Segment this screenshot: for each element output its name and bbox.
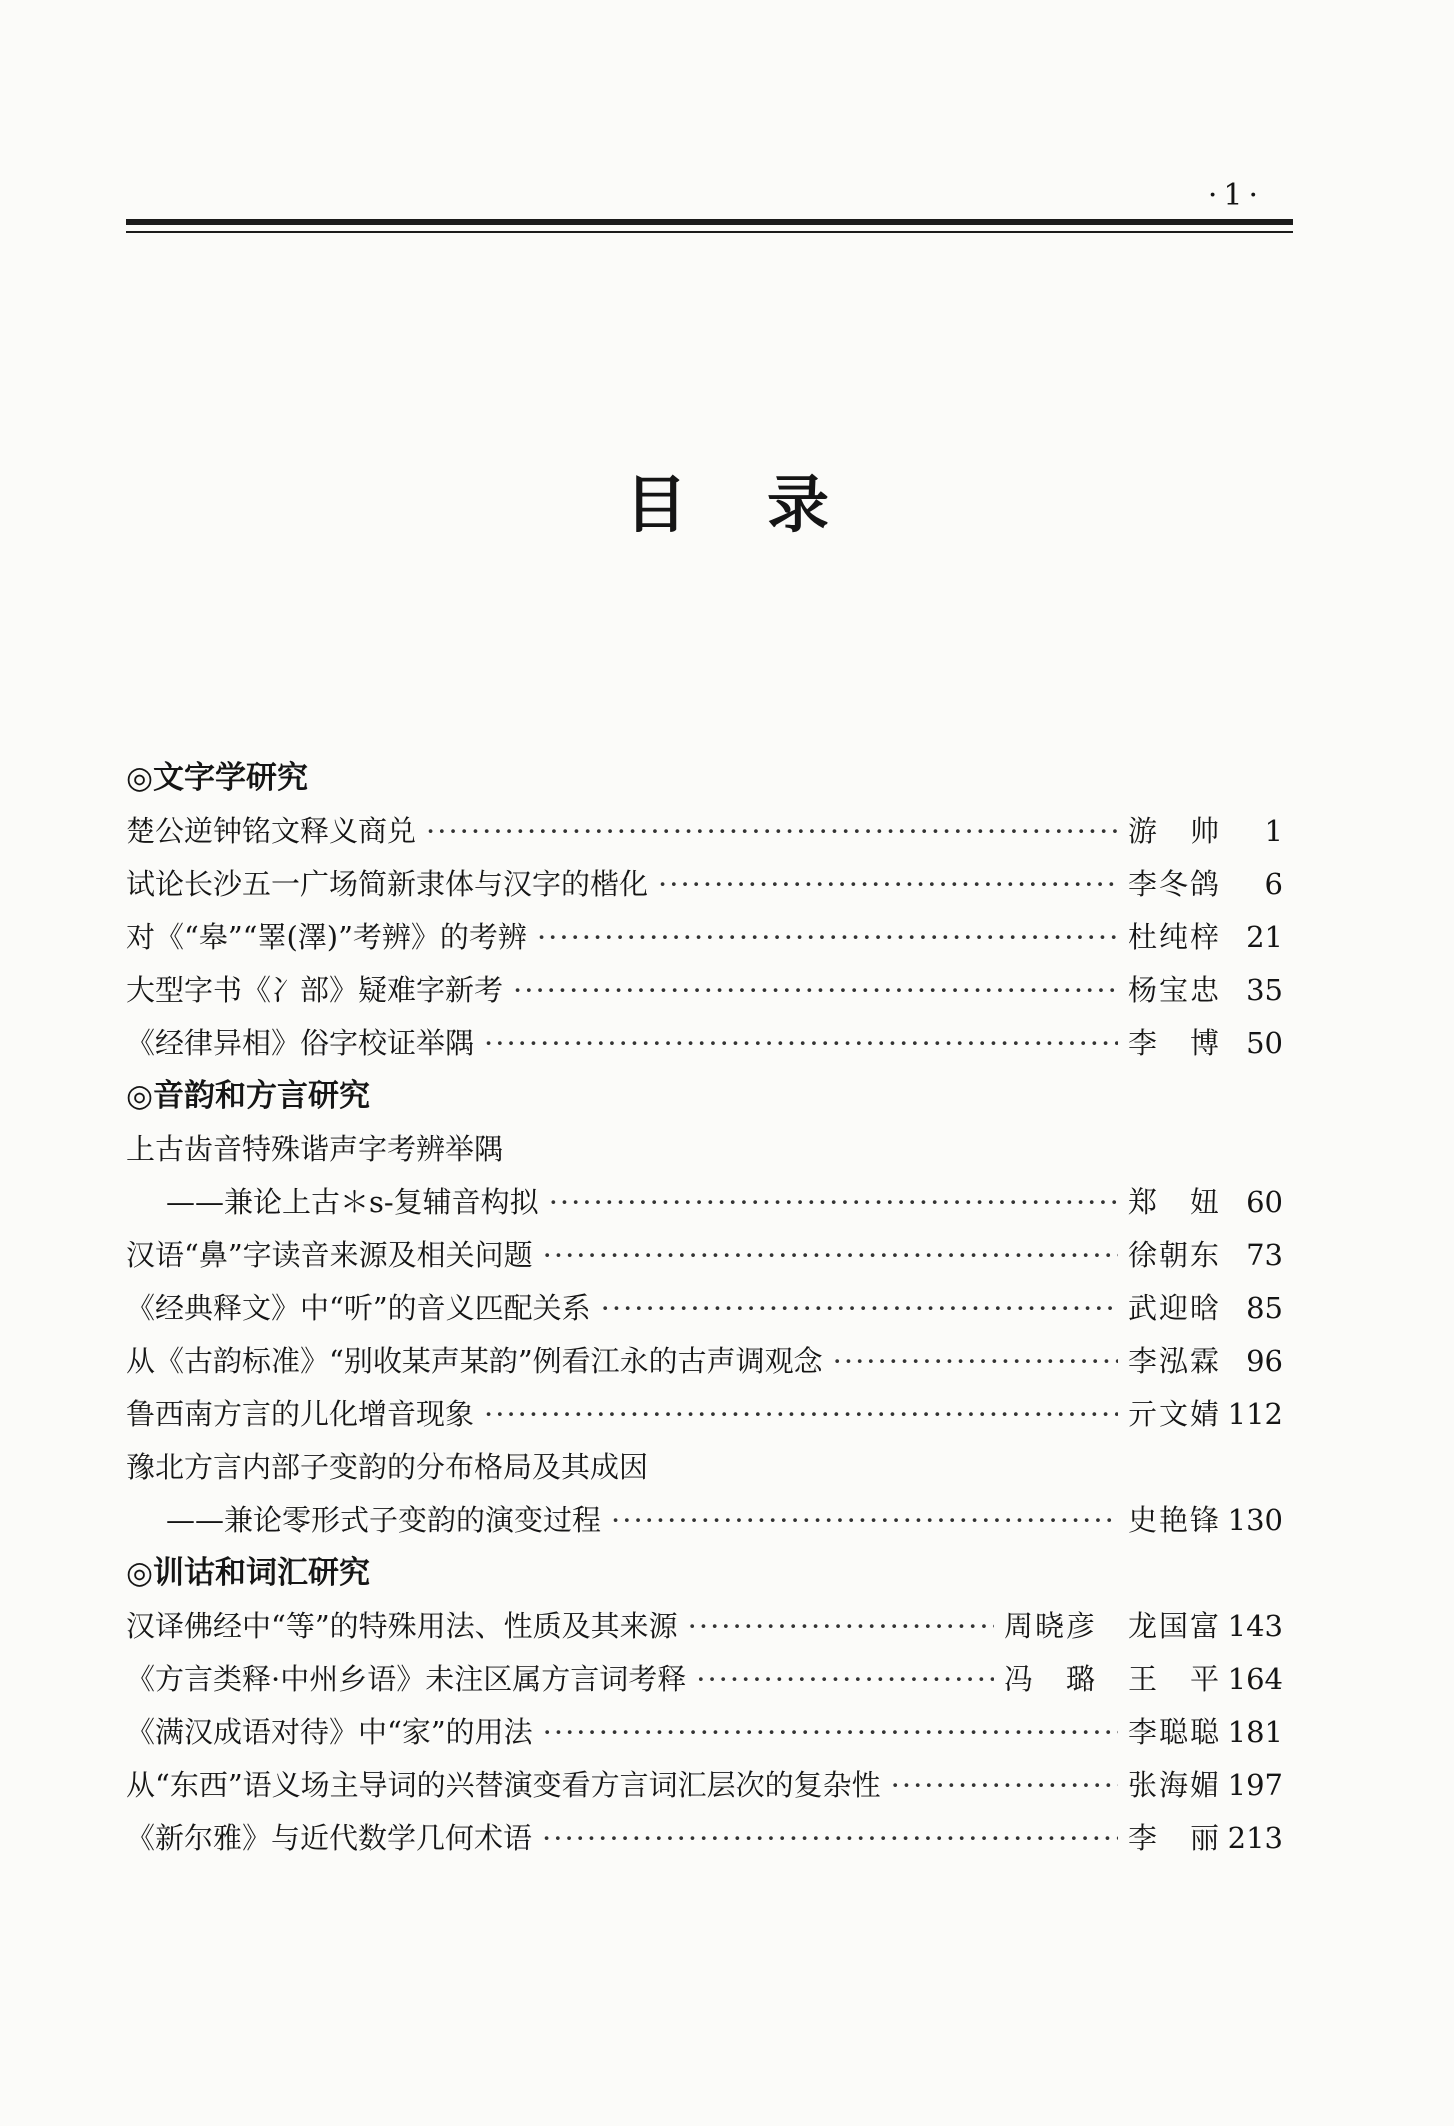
section-heading: ◎训诂和词汇研究 (126, 1555, 371, 1591)
dot-leader (426, 805, 1118, 858)
entry-page: 21 (1246, 920, 1283, 954)
dot-leader (484, 1017, 1118, 1070)
entry-title: 《方言类释·中州乡语》未注区属方言词考释 (126, 1662, 687, 1696)
toc-entry[interactable] (126, 1812, 1283, 1865)
entry-title: 汉语“鼻”字读音来源及相关问题 (126, 1238, 533, 1272)
dot-leader (696, 1653, 994, 1706)
entry-subtitle: ——兼论上古＊s-复辅音构拟 (166, 1185, 539, 1219)
entry-author: 亓文婧 (1127, 1397, 1221, 1431)
entry-author: 李 丽 (1127, 1821, 1221, 1855)
entry-page: 130 (1227, 1503, 1283, 1537)
entry-title: 试论长沙五一广场简新隶体与汉字的楷化 (126, 867, 649, 901)
dot-leader (658, 858, 1118, 911)
toc-entry[interactable] (126, 1388, 1283, 1441)
toc-entry[interactable] (126, 1706, 1283, 1759)
entry-title: 从《古韵标准》“别收某声某韵”例看江永的古声调观念 (126, 1344, 823, 1378)
toc-entry[interactable] (126, 1653, 1283, 1706)
toc-entry[interactable] (126, 1229, 1283, 1282)
entry-author: 杨宝忠 (1127, 973, 1221, 1007)
toc-entry[interactable] (126, 1600, 1283, 1653)
header-rule-thin (126, 231, 1293, 233)
entry-page: 73 (1246, 1238, 1283, 1272)
entry-title: 《经典释文》中“听”的音义匹配关系 (126, 1291, 591, 1325)
dot-leader (513, 964, 1118, 1017)
toc-entry[interactable] (126, 911, 1283, 964)
entry-title: 《满汉成语对待》中“家”的用法 (126, 1715, 533, 1749)
toc-entry[interactable] (126, 858, 1283, 911)
entry-author: 武迎晗 (1127, 1291, 1221, 1325)
toc-entry[interactable] (126, 805, 1283, 858)
dot-leader (542, 1812, 1118, 1865)
entry-title: 对《“皋”“睪(澤)”考辨》的考辨 (126, 920, 527, 954)
section-heading: ◎音韵和方言研究 (126, 1078, 371, 1114)
entry-author: 游 帅 (1127, 814, 1221, 848)
entry-author: 李冬鸽 (1127, 867, 1221, 901)
entry-title: 《经律异相》俗字校证举隅 (126, 1026, 475, 1060)
dot-leader (601, 1282, 1118, 1335)
entry-title: 从“东西”语义场主导词的兴替演变看方言词汇层次的复杂性 (126, 1768, 881, 1802)
table-of-contents (126, 752, 1283, 1865)
entry-page: 143 (1227, 1609, 1283, 1643)
toc-entry[interactable] (126, 1282, 1283, 1335)
entry-title: 鲁西南方言的儿化增音现象 (126, 1397, 475, 1431)
entry-subtitle: ——兼论零形式子变韵的演变过程 (166, 1503, 602, 1537)
toc-entry[interactable] (126, 1759, 1283, 1812)
toc-section-exegesis (126, 1547, 1283, 1865)
entry-title: 《新尔雅》与近代数学几何术语 (126, 1821, 533, 1855)
entry-author: 李 博 (1127, 1026, 1221, 1060)
section-heading: ◎文字学研究 (126, 760, 309, 796)
entry-title: 大型字书《冫部》疑难字新考 (126, 973, 504, 1007)
entry-author: 徐朝东 (1127, 1238, 1221, 1272)
entry-author: 周晓彦 龙国富 (1003, 1609, 1221, 1643)
entry-page: 1 (1264, 814, 1283, 848)
dot-leader (891, 1759, 1118, 1812)
entry-author: 冯 璐 王 平 (1003, 1662, 1221, 1696)
toc-entry[interactable] (126, 1176, 1283, 1229)
entry-author: 史艳锋 (1127, 1503, 1221, 1537)
dot-leader (549, 1176, 1118, 1229)
dot-leader (543, 1706, 1118, 1759)
entry-author: 杜纯梓 (1127, 920, 1221, 954)
entry-page: 197 (1227, 1768, 1283, 1802)
toc-entry[interactable] (126, 1017, 1283, 1070)
entry-author: 张海媚 (1127, 1768, 1221, 1802)
entry-page: 181 (1227, 1715, 1283, 1749)
page-title: 目录 (624, 468, 909, 541)
dot-leader (537, 911, 1118, 964)
dot-leader (543, 1229, 1118, 1282)
toc-entry[interactable] (126, 1494, 1283, 1547)
entry-title[interactable]: 上古齿音特殊谐声字考辨举隅 (126, 1132, 504, 1166)
entry-page: 164 (1227, 1662, 1283, 1696)
entry-page: 50 (1246, 1026, 1283, 1060)
entry-author: 李泓霖 (1127, 1344, 1221, 1378)
entry-title: 楚公逆钟铭文释义商兑 (126, 814, 417, 848)
toc-entry[interactable] (126, 964, 1283, 1017)
entry-page: 85 (1246, 1291, 1283, 1325)
toc-section-writing (126, 752, 1283, 1070)
header-rule-thick (126, 219, 1293, 225)
entry-page: 6 (1264, 867, 1283, 901)
dot-leader (688, 1600, 994, 1653)
entry-page: 96 (1246, 1344, 1283, 1378)
entry-page: 35 (1246, 973, 1283, 1007)
entry-page: 60 (1246, 1185, 1283, 1219)
entry-title[interactable]: 豫北方言内部子变韵的分布格局及其成因 (126, 1450, 649, 1484)
toc-entry[interactable] (126, 1335, 1283, 1388)
entry-title: 汉译佛经中“等”的特殊用法、性质及其来源 (126, 1609, 678, 1643)
entry-page: 112 (1227, 1397, 1283, 1431)
page-number: ·1· (1207, 178, 1264, 213)
entry-page: 213 (1227, 1821, 1283, 1855)
dot-leader (484, 1388, 1118, 1441)
entry-author: 郑 妞 (1127, 1185, 1221, 1219)
toc-section-phonology (126, 1070, 1283, 1547)
dot-leader (611, 1494, 1118, 1547)
dot-leader (833, 1335, 1118, 1388)
entry-author: 李聪聪 (1127, 1715, 1221, 1749)
